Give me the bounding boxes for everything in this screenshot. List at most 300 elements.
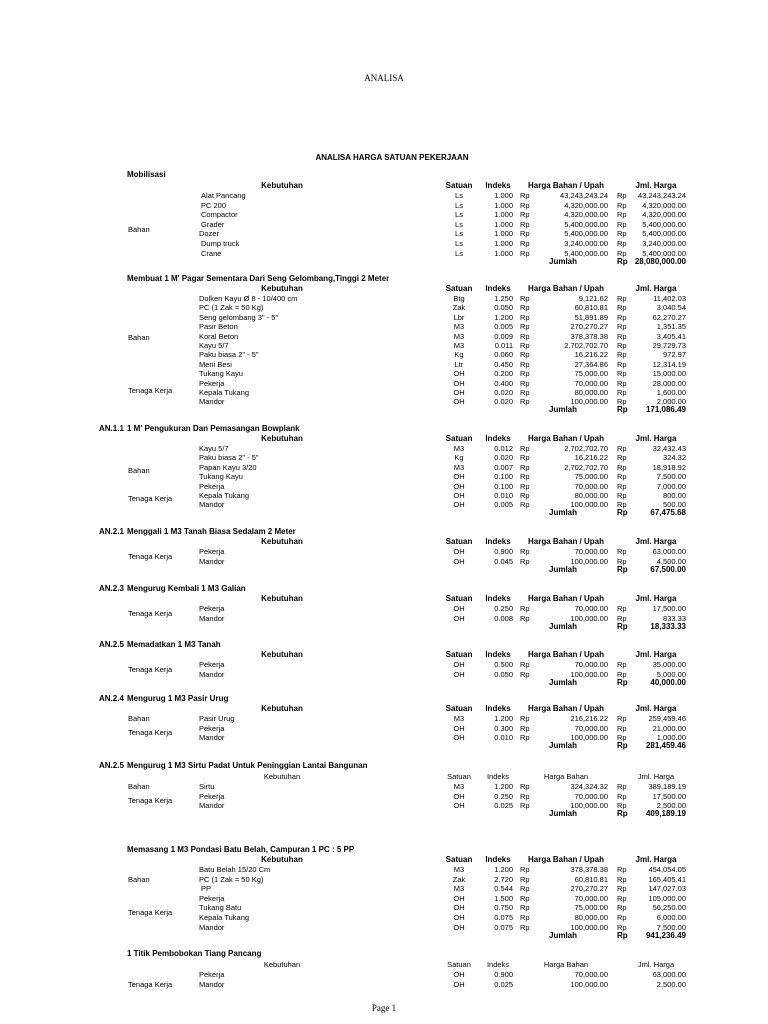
item-harga: 270,270.27	[570, 884, 608, 894]
item-name: Kepala Tukang	[199, 388, 250, 397]
jumlah-currency: Rp	[617, 405, 628, 415]
group-label: Tenaga Kerja	[128, 386, 173, 396]
col-header-kebutuhan: Kebutuhan	[261, 650, 303, 659]
item-jml: 63,000.00	[652, 970, 686, 979]
item-indeks: 1.000	[494, 210, 513, 220]
currency-label: Rp	[520, 913, 530, 922]
item-name: Grader	[201, 219, 225, 229]
analysis-section	[0, 761, 768, 819]
col-header-jml: Jml. Harga	[637, 772, 675, 781]
jumlah-value: 18,333.33	[650, 621, 686, 631]
item-jml: 165,405.41	[648, 874, 686, 884]
currency-label: Rp	[617, 874, 627, 884]
item-satuan: M3	[453, 865, 465, 874]
item-satuan: Ls	[455, 200, 463, 210]
item-satuan: OH	[453, 397, 465, 407]
col-header-jml: Jml. Harga	[635, 855, 677, 864]
section-title: Memasang 1 M3 Pondasi Batu Belah, Campuran 1 PC : 5 PP	[127, 845, 355, 854]
item-indeks: 0.400	[494, 378, 513, 388]
item-name: Pekerja	[199, 970, 225, 979]
currency-label: Rp	[520, 191, 530, 200]
col-header-kebutuhan: Kebutuhan	[263, 960, 301, 969]
section-title: 1 M' Pengukuran Dan Pemasangan Bowplank	[127, 424, 300, 433]
item-harga: 100,000.00	[570, 556, 608, 566]
item-jml: 5,000.00	[656, 669, 686, 679]
item-indeks: 0.060	[494, 350, 513, 360]
item-jml: 63,000.00	[652, 547, 686, 556]
item-harga: 70,000.00	[574, 723, 608, 733]
currency-label: Rp	[520, 791, 530, 801]
item-jml: 29,729.73	[652, 341, 686, 350]
section-title: Memadatkan 1 M3 Tanah	[127, 640, 221, 649]
currency-label: Rp	[617, 397, 627, 407]
analysis-section	[0, 694, 768, 751]
item-satuan: OH	[453, 491, 465, 500]
item-indeks: 1.000	[494, 219, 513, 229]
item-satuan: OH	[453, 801, 465, 811]
currency-label: Rp	[617, 791, 627, 801]
col-header-indeks: Indeks	[485, 434, 511, 443]
item-indeks: 0.012	[494, 444, 513, 453]
item-harga: 51,891.89	[574, 312, 608, 322]
jumlah-currency: Rp	[617, 741, 628, 751]
currency-label: Rp	[617, 210, 627, 220]
item-indeks: 0.025	[494, 801, 513, 811]
currency-label: Rp	[520, 444, 530, 453]
col-header-harga: Harga Bahan / Upah	[527, 650, 604, 659]
item-satuan: OH	[453, 472, 465, 482]
item-indeks: 0.005	[494, 322, 513, 332]
currency-label: Rp	[520, 331, 530, 341]
analysis-section	[0, 584, 768, 631]
currency-label: Rp	[617, 322, 627, 332]
col-header-jml: Jml. Harga	[635, 434, 677, 443]
item-indeks: 0.025	[494, 979, 513, 989]
item-harga: 60,810.81	[574, 303, 608, 313]
item-harga: 70,000.00	[574, 660, 608, 669]
currency-label: Rp	[617, 481, 627, 491]
item-indeks: 0.020	[494, 397, 513, 407]
jumlah-value: 171,086.49	[645, 405, 686, 415]
col-header-kebutuhan: Kebutuhan	[261, 855, 303, 864]
col-header-jml: Jml. Harga	[635, 181, 677, 190]
col-header-indeks: Indeks	[485, 594, 511, 603]
item-harga: 5,400,000.00	[564, 229, 608, 239]
currency-label: Rp	[520, 733, 530, 743]
group-label: Bahan	[128, 465, 150, 475]
item-jml: 389,189.19	[648, 782, 686, 791]
item-name: Pekerja	[199, 791, 225, 801]
item-satuan: M3	[453, 462, 465, 472]
item-name: Mandor	[199, 556, 225, 566]
col-header-satuan: Satuan	[445, 855, 473, 864]
item-name: PC (1 Zak = 50 Kg)	[199, 303, 264, 313]
item-jml: 4,320,000.00	[642, 200, 686, 210]
item-jml: 12,314.19	[652, 359, 686, 369]
col-header-kebutuhan: Kebutuhan	[261, 284, 303, 293]
currency-label: Rp	[520, 200, 530, 210]
item-jml: 454,054.05	[648, 865, 686, 874]
currency-label: Rp	[617, 462, 627, 472]
item-jml: 1,351.35	[656, 322, 686, 332]
item-name: Dolken Kayu Ø 8 - 10/400 cm	[199, 294, 298, 303]
currency-label: Rp	[520, 922, 530, 932]
item-harga: 80,000.00	[574, 491, 608, 500]
item-indeks: 0.544	[494, 884, 513, 894]
jumlah-label: Jumlah	[549, 677, 578, 687]
item-indeks: 1.500	[494, 893, 513, 903]
item-jml: 833.33	[663, 613, 686, 623]
item-indeks: 0.900	[494, 547, 513, 556]
currency-label: Rp	[617, 239, 627, 248]
item-satuan: OH	[453, 388, 465, 397]
currency-label: Rp	[520, 723, 530, 733]
item-name: Mandor	[199, 669, 225, 679]
item-jml: 15,000.00	[652, 369, 686, 379]
item-harga: 70,000.00	[574, 481, 608, 491]
currency-label: Rp	[520, 893, 530, 903]
jumlah-value: 941,236.49	[645, 930, 686, 940]
col-header-harga: Harga Bahan	[543, 960, 589, 969]
item-name: PC 200	[201, 200, 227, 210]
col-header-kebutuhan: Kebutuhan	[261, 181, 303, 190]
item-satuan: OH	[453, 970, 465, 979]
page-header: ANALISA	[364, 73, 404, 83]
item-name: Pekerja	[199, 604, 225, 613]
col-header-harga: Harga Bahan / Upah	[527, 284, 604, 293]
currency-label: Rp	[617, 913, 627, 922]
jumlah-currency: Rp	[617, 809, 628, 819]
item-name: PC (1 Zak = 50 Kg)	[199, 874, 264, 884]
section-code: AN.1.1	[99, 424, 124, 433]
item-harga: 70,000.00	[574, 791, 608, 801]
item-indeks: 2.720	[494, 874, 513, 884]
item-name: Compactor	[201, 210, 238, 220]
col-header-kebutuhan: Kebutuhan	[261, 434, 303, 443]
section-title: 1 Titik Pembobokan Tiang Pancang	[127, 949, 262, 958]
jumlah-label: Jumlah	[549, 621, 578, 631]
item-harga: 16,216.22	[574, 453, 608, 463]
analysis-section	[0, 845, 768, 940]
col-header-indeks: Indeks	[486, 772, 510, 781]
col-header-indeks: Indeks	[485, 855, 511, 864]
group-label: Tenaga Kerja	[128, 493, 173, 503]
col-header-satuan: Satuan	[447, 772, 471, 781]
item-indeks: 0.200	[494, 369, 513, 379]
item-satuan: OH	[453, 733, 465, 743]
item-satuan: Ls	[455, 229, 463, 239]
col-header-harga: Harga Bahan / Upah	[527, 594, 604, 603]
item-satuan: OH	[453, 723, 465, 733]
section-title: Menggali 1 M3 Tanah Biasa Sedalam 2 Meter	[127, 527, 296, 536]
item-jml: 259,459.46	[648, 714, 686, 723]
currency-label: Rp	[520, 453, 530, 463]
item-indeks: 0.900	[494, 970, 513, 979]
item-satuan: M3	[453, 884, 465, 894]
jumlah-label: Jumlah	[549, 930, 578, 940]
item-satuan: OH	[453, 378, 465, 388]
item-satuan: OH	[453, 556, 465, 566]
currency-label: Rp	[617, 191, 627, 200]
item-indeks: 0.100	[494, 481, 513, 491]
group-label: Tenaga Kerja	[128, 908, 173, 918]
currency-label: Rp	[617, 604, 627, 613]
currency-label: Rp	[520, 239, 530, 248]
currency-label: Rp	[520, 481, 530, 491]
currency-label: Rp	[520, 294, 530, 303]
item-jml: 5,400,000.00	[642, 219, 686, 229]
currency-label: Rp	[520, 229, 530, 239]
currency-label: Rp	[520, 865, 530, 874]
col-header-harga: Harga Bahan / Upah	[527, 181, 604, 190]
currency-label: Rp	[617, 303, 627, 313]
section-code: AN.2.1	[99, 527, 124, 536]
item-name: Mandor	[199, 397, 225, 407]
col-header-indeks: Indeks	[485, 650, 511, 659]
currency-label: Rp	[617, 660, 627, 669]
item-jml: 6,000.00	[656, 913, 686, 922]
currency-label: Rp	[617, 893, 627, 903]
item-satuan: M3	[453, 322, 465, 332]
section-title: Mobilisasi	[127, 170, 166, 179]
item-name: Kayu 5/7	[199, 444, 229, 453]
jumlah-currency: Rp	[617, 621, 628, 631]
currency-label: Rp	[617, 359, 627, 369]
group-label: Bahan	[128, 714, 150, 723]
item-indeks: 1.200	[494, 312, 513, 322]
item-satuan: M3	[453, 444, 465, 453]
item-name: Dump truck	[201, 239, 240, 248]
col-header-jml: Jml. Harga	[635, 537, 677, 546]
item-jml: 3,040.54	[656, 303, 686, 313]
jumlah-value: 409,189.19	[645, 809, 686, 819]
section-title: Mengurug 1 M3 Pasir Urug	[127, 694, 229, 703]
item-jml: 4,500.00	[656, 556, 686, 566]
item-jml: 56,250.00	[652, 903, 686, 913]
item-harga: 2,702,702.70	[564, 341, 608, 350]
currency-label: Rp	[520, 903, 530, 913]
item-jml: 4,320,000.00	[642, 210, 686, 220]
item-name: Meni Besi	[199, 359, 232, 369]
item-satuan: Ltr	[454, 359, 464, 369]
item-satuan: OH	[453, 613, 465, 623]
currency-label: Rp	[520, 782, 530, 791]
item-name: Kayu 5/7	[199, 341, 229, 350]
col-header-jml: Jml. Harga	[635, 704, 677, 713]
item-name: Mandor	[199, 733, 225, 743]
col-header-satuan: Satuan	[445, 650, 473, 659]
currency-label: Rp	[520, 604, 530, 613]
currency-label: Rp	[520, 397, 530, 407]
item-harga: 324,324.32	[570, 782, 608, 791]
col-header-kebutuhan: Kebutuhan	[261, 537, 303, 546]
item-harga: 100,000.00	[570, 979, 608, 989]
item-indeks: 0.300	[494, 723, 513, 733]
currency-label: Rp	[617, 453, 627, 463]
item-satuan: Ls	[455, 248, 463, 258]
section-code: AN.2.4	[99, 694, 124, 703]
jumlah-currency: Rp	[617, 256, 628, 266]
item-jml: 35,000.00	[652, 660, 686, 669]
item-indeks: 0.011	[494, 341, 513, 350]
item-satuan: OH	[453, 979, 465, 989]
item-harga: 70,000.00	[574, 547, 608, 556]
currency-label: Rp	[520, 801, 530, 811]
col-header-satuan: Satuan	[447, 960, 471, 969]
group-label: Tenaga Kerja	[128, 796, 173, 806]
item-jml: 5,400,000.00	[642, 229, 686, 239]
analysis-section	[0, 274, 768, 415]
item-name: PP	[201, 884, 212, 894]
section-code: AN.2.5	[99, 761, 124, 770]
currency-label: Rp	[520, 378, 530, 388]
currency-label: Rp	[617, 331, 627, 341]
col-header-jml: Jml. Harga	[637, 960, 675, 969]
col-header-satuan: Satuan	[445, 181, 473, 190]
item-name: Tukang Kayu	[199, 369, 243, 379]
item-satuan: OH	[453, 922, 465, 932]
currency-label: Rp	[617, 723, 627, 733]
item-harga: 70,000.00	[574, 970, 608, 979]
item-indeks: 0.009	[494, 331, 513, 341]
currency-label: Rp	[617, 491, 627, 500]
item-jml: 7,500.00	[656, 922, 686, 932]
analysis-section	[0, 527, 768, 574]
jumlah-label: Jumlah	[549, 405, 578, 415]
item-jml: 21,000.00	[652, 723, 686, 733]
item-harga: 5,400,000.00	[564, 248, 608, 258]
group-label: Tenaga Kerja	[128, 551, 173, 561]
item-indeks: 0.050	[494, 303, 513, 313]
item-harga: 75,000.00	[574, 472, 608, 482]
item-satuan: Ls	[455, 219, 463, 229]
item-name: Pekerja	[199, 547, 225, 556]
item-name: Mandor	[199, 801, 225, 811]
jumlah-value: 40,000.00	[650, 677, 686, 687]
item-harga: 2,702,702.70	[564, 444, 608, 453]
item-jml: 43,243,243.24	[638, 191, 686, 200]
currency-label: Rp	[520, 669, 530, 679]
item-indeks: 0.008	[494, 613, 513, 623]
item-harga: 16,216.22	[574, 350, 608, 360]
currency-label: Rp	[520, 660, 530, 669]
item-jml: 147,027.03	[648, 884, 686, 894]
item-harga: 27,364.86	[574, 359, 608, 369]
item-name: Mandor	[199, 979, 225, 989]
currency-label: Rp	[520, 322, 530, 332]
col-header-indeks: Indeks	[485, 704, 511, 713]
jumlah-value: 67,500.00	[650, 564, 686, 574]
currency-label: Rp	[617, 229, 627, 239]
item-indeks: 1.000	[494, 229, 513, 239]
jumlah-label: Jumlah	[549, 508, 578, 518]
item-harga: 100,000.00	[570, 397, 608, 407]
item-satuan: OH	[453, 481, 465, 491]
col-header-kebutuhan: Kebutuhan	[261, 594, 303, 603]
item-harga: 100,000.00	[570, 500, 608, 510]
item-jml: 2,500.00	[656, 801, 686, 811]
item-satuan: OH	[453, 660, 465, 669]
item-harga: 270,270.27	[570, 322, 608, 332]
analysis-section	[0, 170, 768, 266]
col-header-jml: Jml. Harga	[635, 284, 677, 293]
item-name: Pasir Urug	[199, 714, 235, 723]
item-name: Seng gelombang 3" - 5"	[199, 312, 279, 322]
currency-label: Rp	[617, 903, 627, 913]
item-indeks: 1.000	[494, 200, 513, 210]
currency-label: Rp	[617, 547, 627, 556]
item-jml: 500.00	[663, 500, 686, 510]
currency-label: Rp	[520, 874, 530, 884]
analysis-section	[0, 424, 768, 518]
currency-label: Rp	[617, 341, 627, 350]
col-header-harga: Harga Bahan / Upah	[527, 704, 604, 713]
jumlah-currency: Rp	[617, 564, 628, 574]
jumlah-value: 28,080,000.00	[634, 256, 686, 266]
currency-label: Rp	[520, 613, 530, 623]
currency-label: Rp	[617, 200, 627, 210]
currency-label: Rp	[617, 733, 627, 743]
col-header-kebutuhan: Kebutuhan	[261, 704, 303, 713]
currency-label: Rp	[617, 312, 627, 322]
item-harga: 80,000.00	[574, 913, 608, 922]
analysis-section	[0, 949, 768, 989]
item-name: Pasir Beton	[199, 322, 238, 332]
section-title: Mengurug 1 M3 Sirtu Padat Untuk Peninggian Lantai Bangunan	[127, 761, 368, 770]
item-name: Mandor	[199, 613, 225, 623]
item-jml: 324.32	[663, 453, 686, 463]
item-indeks: 1.000	[494, 191, 513, 200]
currency-label: Rp	[520, 248, 530, 258]
currency-label: Rp	[617, 922, 627, 932]
item-name: Sirtu	[199, 782, 215, 791]
col-header-indeks: Indeks	[485, 284, 511, 293]
item-jml: 2,000.00	[656, 397, 686, 407]
item-indeks: 0.010	[494, 733, 513, 743]
currency-label: Rp	[520, 556, 530, 566]
item-name: Paku biasa 2" - 5"	[199, 453, 259, 463]
item-name: Koral Beton	[199, 331, 239, 341]
item-name: Crane	[201, 248, 222, 258]
currency-label: Rp	[617, 350, 627, 360]
item-satuan: Kg	[454, 350, 464, 360]
analysis-section	[0, 640, 768, 687]
currency-label: Rp	[617, 248, 627, 258]
item-indeks: 1.000	[494, 248, 513, 258]
currency-label: Rp	[520, 491, 530, 500]
item-jml: 32,432.43	[652, 444, 686, 453]
item-name: Alat Pancang	[201, 191, 246, 200]
currency-label: Rp	[520, 303, 530, 313]
item-indeks: 0.250	[494, 791, 513, 801]
item-harga: 75,000.00	[574, 369, 608, 379]
item-name: Pekerja	[199, 723, 225, 733]
item-jml: 17,500.00	[652, 791, 686, 801]
item-indeks: 0.020	[494, 388, 513, 397]
currency-label: Rp	[520, 472, 530, 482]
currency-label: Rp	[617, 472, 627, 482]
item-jml: 1,600.00	[656, 388, 686, 397]
item-satuan: M3	[453, 782, 465, 791]
jumlah-label: Jumlah	[549, 741, 578, 751]
currency-label: Rp	[520, 388, 530, 397]
item-name: Mandor	[199, 922, 225, 932]
col-header-harga: Harga Bahan / Upah	[527, 855, 604, 864]
col-header-harga: Harga Bahan	[543, 772, 589, 781]
item-jml: 2,500.00	[656, 979, 686, 989]
jumlah-label: Jumlah	[549, 564, 578, 574]
item-jml: 5,400,000.00	[642, 248, 686, 258]
